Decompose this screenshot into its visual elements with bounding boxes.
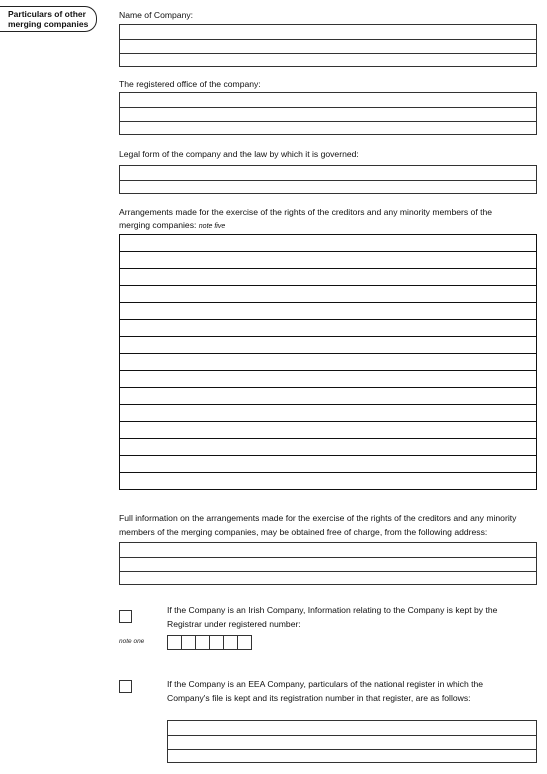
field-line [120, 571, 536, 572]
legal-form-label: Legal form of the company and the law by which it is governed: [119, 149, 359, 159]
field-line [120, 370, 536, 371]
registered-number-digit[interactable] [210, 636, 224, 649]
field-line [120, 455, 536, 456]
field-line [120, 39, 536, 40]
field-line [168, 735, 536, 736]
arrangements-field[interactable] [119, 234, 537, 490]
arrangements-label-line1: Arrangements made for the exercise of the rights of the creditors and any minority members of the [119, 207, 493, 217]
company-name-label: Name of Company: [119, 10, 194, 20]
field-line [120, 53, 536, 54]
irish-company-label-line1: If the Company is an Irish Company, Information relating to the Company is kept by the [167, 605, 498, 615]
irish-company-note: note one [119, 638, 145, 645]
field-line [120, 251, 536, 252]
arrangements-label-line2 [119, 218, 225, 234]
registered-number-digit[interactable] [182, 636, 196, 649]
field-line [120, 319, 536, 320]
irish-company-label-line2: Registrar under registered number: [167, 619, 301, 629]
field-line [120, 387, 536, 388]
registered-number-field[interactable] [167, 635, 252, 650]
field-line [120, 438, 536, 439]
arrangements-label-text: merging companies: [119, 220, 197, 230]
registered-number-digit[interactable] [168, 636, 182, 649]
registered-number-digit[interactable] [196, 636, 210, 649]
registered-office-field[interactable] [119, 92, 537, 135]
field-line [120, 421, 536, 422]
field-line [120, 336, 536, 337]
field-line [120, 285, 536, 286]
field-line [120, 353, 536, 354]
field-line [120, 180, 536, 181]
section-tab [0, 6, 97, 32]
eea-company-label-line2: Company's file is kept and its registration number in that register, are as follows: [167, 693, 471, 703]
section-tab-line1: Particulars of other [8, 9, 86, 19]
field-line [120, 107, 536, 108]
section-tab-line2: merging companies [8, 19, 89, 29]
registered-number-digit[interactable] [238, 636, 251, 649]
eea-company-label-line1: If the Company is an EEA Company, particulars of the national register in which the [167, 679, 484, 689]
company-name-field[interactable] [119, 24, 537, 67]
registered-number-digit[interactable] [224, 636, 238, 649]
field-line [120, 121, 536, 122]
eea-company-checkbox[interactable] [119, 680, 132, 693]
field-line [120, 268, 536, 269]
full-information-label-line2: members of the merging companies, may be obtained free of charge, from the following address: [119, 527, 488, 537]
eea-register-field[interactable] [167, 720, 537, 763]
full-information-address-field[interactable] [119, 542, 537, 585]
field-line [168, 749, 536, 750]
arrangements-note: note five [198, 223, 226, 230]
full-information-label-line1: Full information on the arrangements made for the exercise of the rights of the creditors and any minority [119, 513, 517, 523]
legal-form-field[interactable] [119, 165, 537, 194]
field-line [120, 404, 536, 405]
field-line [120, 557, 536, 558]
field-line [120, 302, 536, 303]
field-line [120, 472, 536, 473]
irish-company-checkbox[interactable] [119, 610, 132, 623]
registered-office-label: The registered office of the company: [119, 79, 261, 89]
